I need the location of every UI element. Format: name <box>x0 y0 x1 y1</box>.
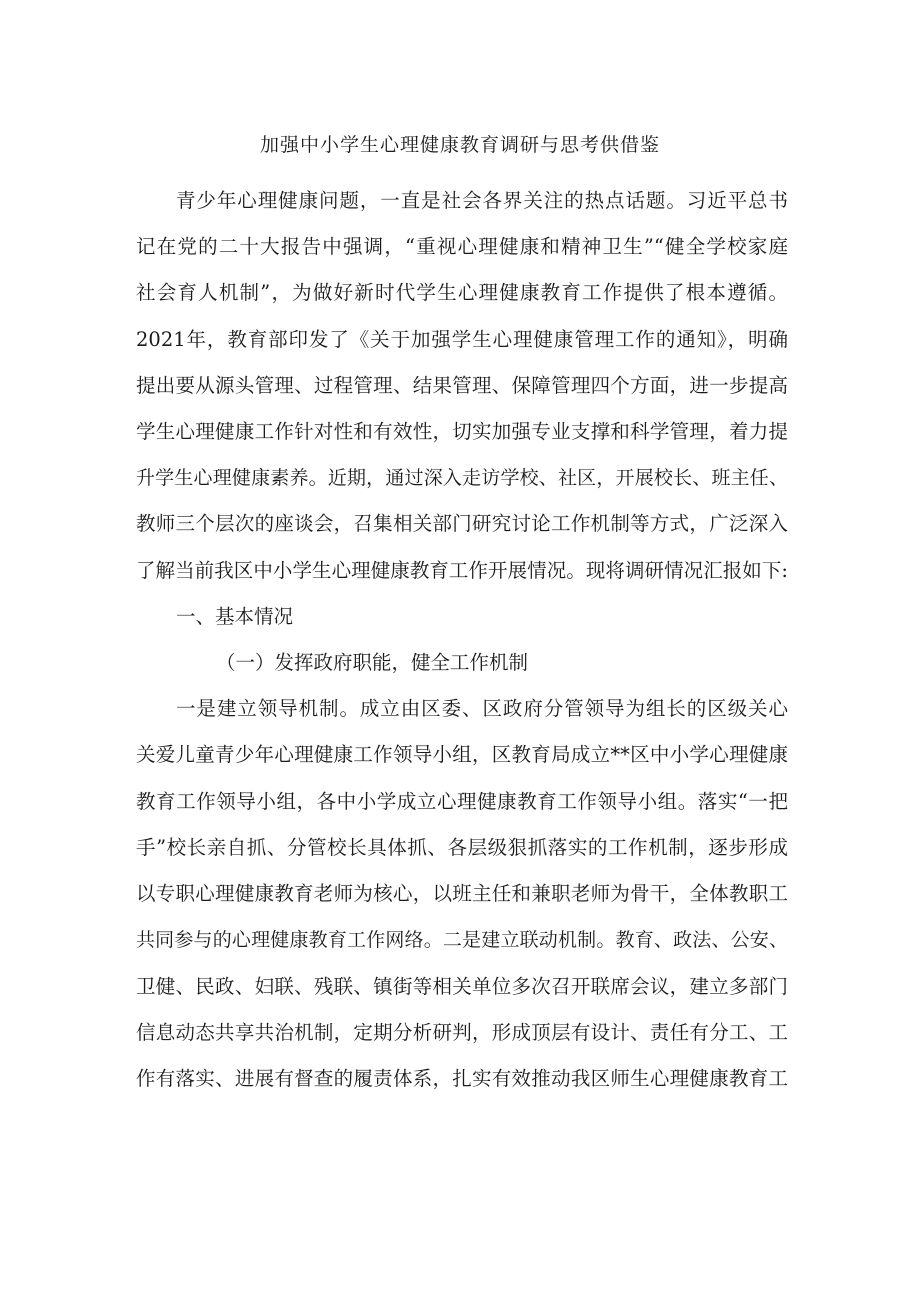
paragraph-line: 共同参与的心理健康教育工作网络。二是建立联动机制。教育、政法、公安、 <box>136 929 788 951</box>
paragraph-line: 作有落实、进展有督查的履责体系，扎实有效推动我区师生心理健康教育工 <box>136 1067 788 1090</box>
section-heading: 一、基本情况 <box>176 605 294 628</box>
paragraph-line: 2021年，教育部印发了《关于加强学生心理健康管理工作的通知》，明确 <box>136 328 788 351</box>
paragraph-line: 教师三个层次的座谈会，召集相关部门研究讨论工作机制等方式，广泛深入 <box>136 512 788 535</box>
paragraph-line: 卫健、民政、妇联、残联、镇街等相关单位多次召开联席会议，建立多部门 <box>136 975 788 998</box>
paragraph-line: 升学生心理健康素养。近期，通过深入走访学校、社区，开展校长、班主任、 <box>136 467 788 489</box>
subsection-heading: （一）发挥政府职能，健全工作机制 <box>216 651 529 674</box>
document-title: 加强中小学生心理健康教育调研与思考供借鉴 <box>259 134 660 156</box>
paragraph-line: 手”校长亲自抓、分管校长具体抓、各层级狠抓落实的工作机制，逐步形成 <box>136 836 788 859</box>
paragraph-line: 以专职心理健康教育老师为核心，以班主任和兼职老师为骨干，全体教职工 <box>136 882 788 905</box>
paragraph-line: 关爱儿童青少年心理健康工作领导小组，区教育局成立**区中小学心理健康 <box>136 743 788 766</box>
paragraph-line: 了解当前我区中小学生心理健康教育工作开展情况。现将调研情况汇报如下: <box>136 559 788 582</box>
paragraph-line: 学生心理健康工作针对性和有效性，切实加强专业支撑和科学管理，着力提 <box>136 420 788 443</box>
paragraph-line: 教育工作领导小组，各中小学成立心理健康教育工作领导小组。落实“一把 <box>136 790 788 813</box>
paragraph-line: 提出要从源头管理、过程管理、结果管理、保障管理四个方面，进一步提高 <box>136 374 788 397</box>
paragraph-line: 社会育人机制”，为做好新时代学生心理健康教育工作提供了根本遵循。 <box>136 281 788 304</box>
paragraph-line: 一是建立领导机制。成立由区委、区政府分管领导为组长的区级关心 <box>176 697 788 720</box>
paragraph-line: 青少年心理健康问题，一直是社会各界关注的热点话题。习近平总书 <box>176 189 788 212</box>
paragraph-line: 记在党的二十大报告中强调，“重视心理健康和精神卫生”“健全学校家庭 <box>136 235 788 258</box>
paragraph-line: 信息动态共享共治机制，定期分析研判，形成顶层有设计、责任有分工、工 <box>136 1021 788 1044</box>
